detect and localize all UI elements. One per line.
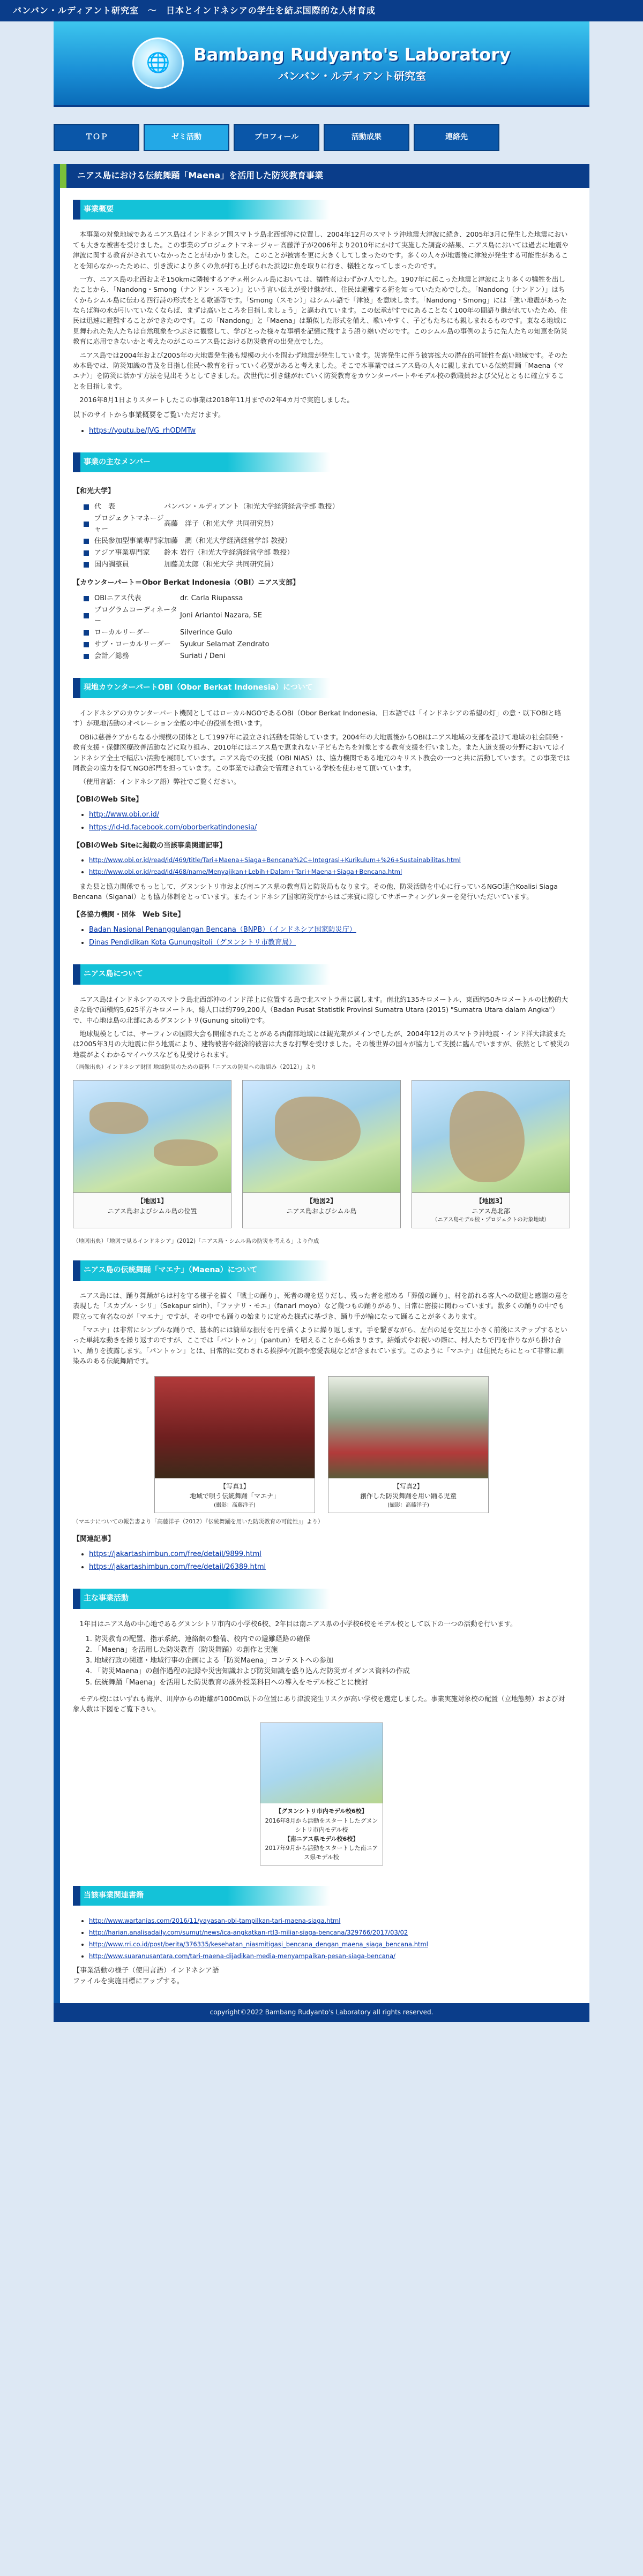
press-link[interactable]: http://www.rri.co.id/post/berita/376335/kesehatan_niasmitigasi_bencana_dengan_maena_siaga_bencana.html [89, 1940, 428, 1948]
figure-sub: 2017年9月から活動をスタートした南ニアス県モデル校 [265, 1844, 378, 1861]
photo-label: 地域で唄う伝統舞踊「マエナ」 [189, 1492, 280, 1500]
figure-caption [260, 1803, 383, 1864]
map-label: ニアス島およびシムル島の位置 [107, 1207, 197, 1215]
map-image [243, 1081, 400, 1193]
member-role: 国内調整員 [94, 561, 130, 569]
square-bullet-icon [84, 539, 89, 544]
section-heading-maena: ニアス島の伝統舞踊「マエナ」（Maena）について [73, 1260, 330, 1281]
member-name: Suriati / Deni [180, 652, 226, 661]
bnpb-link[interactable]: Badan Nasional Penanggulangan Bencana（BNPB）（インドネシア国家防災庁） [89, 925, 356, 934]
nav-contact[interactable]: 連絡先 [414, 124, 499, 151]
counterpart-paragraph: インドネシアのカウンターパート機関としてはローカルNGOであるOBI（Obor Berkat Indonesia、日本語では「インドネシアの希望の灯」の意・以下OBIと略す）が現地活動のオペレーション全般の中心的役割を担います。 [73, 709, 562, 728]
photo-figure [328, 1376, 489, 1514]
press-link[interactable]: http://www.suaranusantara.com/tari-maena-dijadikan-media-menyampaikan-pesan-siaga-bencana/ [89, 1952, 395, 1960]
photo-number: 【写真2】 [393, 1482, 423, 1490]
obi-article-link[interactable]: http://www.obi.or.id/read/id/468/name/Menyajikan+Lebih+Dalam+Tari+Maena+Siaga+Bencana.html [89, 868, 402, 876]
square-bullet-icon [84, 654, 89, 659]
map-image [73, 1081, 231, 1193]
section-heading-members: 事業の主なメンバー [73, 452, 330, 473]
member-name: Silverince Gulo [180, 629, 233, 637]
movie-intro: 以下のサイトから事業概要をご覧いただけます。 [73, 411, 226, 420]
press-note: 【事業活動の様子（使用言語）インドネシア語 [73, 1966, 219, 1975]
overview-paragraph: 2016年8月1日よりスタートしたこの事業は2018年11月までの2年4カ月で実施しました。 [79, 396, 354, 404]
counterpart-text [73, 708, 570, 787]
photo-image [155, 1377, 315, 1478]
section-heading-counterpart: 現地カウンターパートOBI（Obor Berkat Indonesia）について [73, 678, 330, 698]
section-heading-overview: 事業概要 [73, 200, 330, 220]
member-name: dr. Carla Riupassa [180, 594, 243, 602]
youtube-link[interactable]: https://youtu.be/JVG_rhODMTw [89, 426, 196, 435]
maena-paragraph: ニアス島には、踊り舞踊がらは村を守る様子を描く「戦士の踊り」、死者の魂を送りだし、残った者を慰める「葬儀の踊り」、村を訪れる客人への歓迎と感謝の意を表現した「スカプル・シリ」（Sekapur sirih）、「ファナリ・モエ」（fanari moyo）など幾つもの踊りがあり、日常に密接に関わっています。数多くの踊りの中でも際立って有名なのが「マエナ」ですが、その中でも踊りの始まりに定めた様式に基づき、踊り手が輪になって踊ることが多くあります。 [73, 1291, 569, 1320]
member-name: 鈴木 岩行（和光大学経済経営学部 教授） [164, 549, 294, 557]
map-caption [243, 1193, 400, 1219]
list-item [89, 867, 570, 877]
nias-paragraph: ニアス島はインドネシアのスマトラ島北西部沖のインド洋上に位置する島で北スマトラ州に属します。南北約135キロメートル、東西約50キロメートルの比較的大きな島で面積約5,625平方キロメートル、総人口は約799,200人（Badan Pusat Statistik Provinsi Sumatra Utara (2015) "Sumatra Utara dalam Angka"）で、中心地は島の北部にあるグヌンシトリ(Gunung sitoli)です。 [73, 995, 569, 1024]
press-link[interactable]: http://www.wartanias.com/2016/11/yayasan-obi-tampilkan-tari-maena-siaga.html [89, 1917, 341, 1925]
maena-paragraph: 「マエナ」は非常にシンプルな踊りで、基本的には簡単な振付を円を描くように繰り返します。手を繋ぎながら、左右の足を交互に小さく前後にステップするといった単純な動きを繰り返すのですが、ここでは「パントゥン」（pantun）を唱えることから始まります。結婚式やお祝いの際に、村人たちで円を作りながら掛け合い、踊りを披露します。「パントゥン」とは、日常的に交わされる挨拶や冗談や恋愛表現などが含まれています。このように「マエナ」は住民たちにとって非常に馴染みのある伝統舞踊です。 [73, 1326, 567, 1365]
counterpart-paragraph: （使用言語：インドネシア語）弊社でご覧ください。 [79, 777, 241, 786]
member-role: ローカルリーダー [94, 629, 150, 637]
nav-profile[interactable]: プロフィール [234, 124, 319, 151]
member-row [84, 628, 570, 638]
list-item [89, 1916, 570, 1926]
links-title: 【関連記事】 [73, 1535, 115, 1543]
figure-caption: （画像出典）インドネシア財団 地域防災のための資料「ニアスの防災への取組み（2012）」より [73, 1064, 317, 1071]
member-role: 住民参加型事業専門家 [94, 537, 165, 546]
list-item: 4. 「防災Maena」の創作過程の記録や災害知識および防災知識を盛り込んだ防災ガイダンス資料の作成 [94, 1666, 570, 1677]
members-group-title: 【和光大学】 [73, 487, 115, 496]
site-footer [54, 2003, 589, 2022]
press-links [89, 1916, 570, 1961]
list-item [89, 1562, 570, 1573]
figure-number: 【南ニアス県モデル校6校】 [284, 1835, 359, 1842]
photo-number: 【写真1】 [220, 1482, 250, 1490]
map-sublabel: （ニアス島モデル校・プロジェクトの対象地域） [432, 1217, 550, 1223]
square-bullet-icon [84, 642, 89, 647]
section-heading-activities: 主な事業活動 [73, 1589, 330, 1609]
obi-links [89, 810, 570, 833]
list-item [89, 822, 570, 833]
member-role: サブ・ローカルリーダー [94, 640, 171, 649]
photo-source: （マエナについての報告書より「高藤洋子（2012）『伝統舞踊を用いた防災教育の可能性』」より） [73, 1519, 324, 1525]
counterpart-paragraph: OBIは慈善ケアからなる小規模の団体として1997年に設立され活動を開始しています。2004年の大地震後からOBIはニアス地域の支部を設けて地域の社会開発・教育支援・保健医療改善活動などに取り組み、2010年にはニアス島で恵まれない子どもたちを対象とする教育支援を行いました。また人道支援の分野においてはインドネシア全土で幅広い活動を展開しています。ニアス島での支援（OBI NIAS）は、協力機関である地元のキリスト教会の一つと共に活動しています。この事業では同教会の協力を得てNGO部門を担っています。この事業では教会で管理されている学校を使わせて頂いています。 [73, 732, 570, 772]
member-row [84, 536, 570, 547]
figure-number: 【グヌンシトリ市内モデル校6校】 [275, 1808, 368, 1815]
nav-seminar[interactable]: ゼミ活動 [144, 124, 229, 151]
overview-text [73, 229, 570, 405]
map-figure [73, 1080, 231, 1228]
member-role: プログラムコーディネーター [94, 606, 177, 625]
photo-caption [328, 1478, 488, 1513]
page-title: ニアス島における伝統舞踊「Maena」を活用した防災教育事業 [60, 164, 589, 188]
list-item [89, 938, 570, 948]
square-bullet-icon [84, 504, 89, 510]
members-list-wako [84, 502, 570, 571]
overview-paragraph: 本事業の対象地域であるニアス島はインドネシア国スマトラ島北西部沖に位置し、2004年12月のスマトラ沖地震大津波に続き、2005年3月に発生した地震においても大きな被害を受けました。この事業のプロジェクトマネージャー高藤洋子が2006年より2010年にかけて実施した調査の結果、ニアス島においては過去に地震や津波に関する教育がされていなかったことがわかりました。このことが被害を更に大きくしてしまったのです。多くの人々が地震後に津波が発生する可能性があることを知らなかったために、引き波により多くの魚が打ち上げられた浜辺に魚を取りに行き、犠牲となってしまったのです。 [73, 230, 569, 270]
map-label: ニアス島北部 [472, 1207, 510, 1215]
overview-paragraph: ニアス島では2004年および2005年の大地震発生後も規模の大小を問わず地震が発生しています。災害発生に伴う被害拡大の潜在的可能性を高い地域です。そのため本島では、防災知識の普及を目指し住民へ教育を行っていく必要があると考えました。そこで本事業ではニアス島の人々に親しまれている伝統舞踊「Maena（マエナ）」を防災に活かす方法を見出そうとしてきました。次世代に引き継がれていく防災教育をカウンターパートやモデル校の教職員および父兄とともに確立することを目指します。 [73, 351, 568, 390]
square-bullet-icon [84, 613, 89, 618]
globe-icon: 🌐 [132, 37, 184, 89]
member-row [84, 513, 570, 535]
nav-results[interactable]: 活動成果 [324, 124, 409, 151]
photo-figure [154, 1376, 315, 1514]
map-number: 【地図2】 [306, 1197, 337, 1205]
nias-paragraph: 地球規模としては、サーフィンの国際大会も開催されたことがある西南部地域には観光業がメインでしたが、2004年12月のスマトラ沖地震・インド洋大津波または2005年3月の大地震に伴う地震により、建物被害や経済的被害は大きな打撃を受けました。その後世界の国々が協力して支援に臨んでいますが、依然として被災の地震がよくわかるマイハウスなども見受けられます。 [73, 1029, 570, 1059]
links-title: 【OBIのWeb Siteに掲載の当該事業関連記事】 [73, 842, 227, 850]
list-item [89, 426, 570, 436]
square-bullet-icon [84, 596, 89, 601]
banner-title-en: Bambang Rudyanto's Laboratory [193, 44, 511, 65]
main-content [54, 164, 589, 2003]
obi-site-link[interactable]: http://www.obi.or.id/ [89, 810, 160, 819]
photo-image [328, 1377, 488, 1478]
square-bullet-icon [84, 550, 89, 556]
square-bullet-icon [84, 562, 89, 568]
map-image [412, 1081, 570, 1193]
section-heading-press: 当該事業関連書籍 [73, 1886, 330, 1906]
photo-caption [155, 1478, 315, 1513]
member-row [84, 605, 570, 626]
figure-sub: 2016年8月から活動をスタートしたグヌンシトリ市内モデル校 [265, 1817, 378, 1833]
map-number: 【地図1】 [137, 1197, 168, 1205]
nias-text [73, 994, 570, 1060]
list-item [89, 856, 570, 865]
links-title: 【各協力機関・団体 Web Site】 [73, 910, 185, 919]
activities-outro: モデル校にはいずれも海岸、川岸からの距離が1000m以下の位置にあり津波発生リスクが高い学校を選定しました。事業実施対象校の配置（立地態勢）および対象人数は下図をご覧下さい。 [73, 1694, 565, 1713]
member-role: 代 表 [94, 502, 116, 511]
member-name: 加藤美太郎（和光大学 共同研究員） [164, 561, 278, 569]
member-role: OBIニアス代表 [94, 594, 141, 602]
model-school-figure [260, 1723, 383, 1865]
member-name: バンバン・ルディアント（和光大学経済経営学部 教授） [164, 502, 339, 511]
counterpart-extra [73, 881, 570, 902]
list-item [89, 1952, 570, 1961]
banner-title-jp: バンバン・ルディアント研究室 [278, 70, 427, 83]
header-banner [54, 21, 589, 107]
photo-label: 創作した防災舞踊を用い踊る児童 [360, 1492, 457, 1500]
dinas-link[interactable]: Dinas Pendidikan Kota Gunungsitoli（グヌンシトリ市教育局） [89, 938, 296, 947]
main-nav [54, 120, 589, 155]
article-link[interactable]: https://jakartashimbun.com/free/detail/9899.html [89, 1550, 261, 1558]
member-row [84, 548, 570, 558]
links-title: 【OBIのWeb Site】 [73, 795, 143, 804]
counterpart-paragraph: また县と協力関係でもっとして、グヌンシトリ市および南ニアス県の教育局と防災局もなります。その他、防災活動を中心に行っているNGO連合Koalisi Siaga Bencana（Siganai）とも協力体制をとっています。またインドネシア国家防災庁からはご来賓に際してサポーティングレターを発行いただいています。 [73, 882, 558, 901]
member-name: 高藤 洋子（和光大学 共同研究員） [164, 519, 278, 528]
partner-links [89, 925, 570, 948]
square-bullet-icon [84, 522, 89, 527]
member-row [84, 593, 570, 604]
maena-text [73, 1290, 570, 1366]
list-item: 3. 地域行政の関連・地域行事の企画による「防災Maena」コンテストへの参加 [94, 1656, 570, 1666]
list-item [89, 1940, 570, 1950]
activities-intro: 1年目はニアス島の中心地であるグヌンシトリ市内の小学校6校、2年目は南ニアス県の小学校6校をモデル校として以下の一つの活動を行います。 [79, 1619, 517, 1628]
copyright-text: copyright©2022 Bambang Rudyanto's Laboratory all rights reserved. [210, 2008, 433, 2016]
article-link[interactable]: https://jakartashimbun.com/free/detail/26389.html [89, 1562, 266, 1571]
list-item: 1. 防災教育の配置、指示系統、連絡網の整備、校内での避難経路の確保 [94, 1634, 570, 1645]
photo-credit: (撮影：高藤洋子) [214, 1502, 256, 1508]
list-item [89, 1928, 570, 1938]
map-row [73, 1080, 570, 1228]
photo-row [73, 1376, 570, 1514]
section-heading-nias: ニアス島について [73, 964, 330, 985]
map-label: ニアス島およびシムル島 [286, 1207, 357, 1215]
member-row [84, 651, 570, 662]
site-topbar [0, 0, 643, 21]
nav-top[interactable]: ＴＯＰ [54, 124, 139, 151]
list-item: 5. 伝統舞踊「Maena」を活用した防災教育の課外授業科目への導入をモデル校ごとに検討 [94, 1678, 570, 1688]
member-row [84, 502, 570, 512]
list-item: 2. 「Maena」を活用した防災教育（防災舞踊）の創作と実施 [94, 1645, 570, 1656]
member-name: 加藤 潤（和光大学経済経営学部 教授） [164, 537, 292, 546]
member-name: Joni Ariantoi Nazara, SE [180, 611, 263, 620]
site-title: バンバン・ルディアント研究室 ～ 日本とインドネシアの学生を結ぶ国際的な人材育成 [13, 5, 376, 16]
banner-title [193, 42, 511, 85]
square-bullet-icon [84, 630, 89, 636]
member-role: 会計／総務 [94, 652, 130, 661]
movie-links [89, 426, 570, 436]
obi-facebook-link[interactable]: https://id-id.facebook.com/oborberkatindonesia/ [89, 824, 257, 832]
members-list-obi [84, 593, 570, 662]
figure-caption: （地図出典）「地図で見るインドネシア」(2012)「ニアス島・シムル島の防災を考える」より作成 [73, 1237, 319, 1244]
press-link[interactable]: http://harian.analisadaily.com/sumut/news/ica-angkatkan-rtl3-miliar-siaga-bencana/329766/2017/03/02 [89, 1929, 408, 1937]
activities-text [73, 1619, 570, 1629]
activities-list [94, 1634, 570, 1688]
members-group-title: 【カウンターパート＝Obor Berkat Indonesia（OBI）ニアス支部】 [73, 579, 300, 587]
member-name: Syukur Selamat Zendrato [180, 640, 270, 649]
member-role: アジア事業専門家 [94, 549, 150, 557]
map-caption [73, 1193, 231, 1219]
list-item [89, 810, 570, 820]
obi-article-links [89, 856, 570, 877]
photo-credit: (撮影：高藤洋子) [387, 1502, 429, 1508]
model-school-map [260, 1723, 383, 1803]
member-row [84, 560, 570, 570]
list-item [89, 1549, 570, 1560]
overview-paragraph: 一方、ニアス島の北西およそ150kmに隣接するアチェ州シムル島においては、犠牲者はわずか7人でした。1907年に起こった地震と津波により多くの犠牲を出したことから、「Nandong・Smong（ナンドン・スモン）」という言い伝えが受け継がれ、住民は避難する術を知っていたためでした。「Nandong（ナンドン）」はちくからシムル島に伝わる四行詩の形式をとる歌謡等です。「Smong（スモン）」はシムル語で「津波」を意味します。「Nandong・Smong」には「強い地震があったならば海の水が引いていなくならば、まずは高いところを目指しましょう」と謳われています。この伝承がすでにあることなく100年の間語り継がれていたため、住民は迅速に避難することができたのです。この「Nandong」と「Maena」は類似した形式を備え、歌いやすく、子どもたちにも親しまれるものです。東なる地域に見舞われた先人たちは自然現象をつぶさに観察して、学びとった様々な事柄を記憶に残すよう語り継いだのです。このシムル島の事例のように先人たちの知恵を防災教育に応用できないかと考えたのがこのニアス島における防災教育の出発点でした。 [73, 275, 568, 346]
list-item [89, 925, 570, 935]
activities-outro-box [73, 1694, 570, 1714]
press-note: ファイルを実施目標にアップする。 [73, 1977, 184, 1985]
map-figure [242, 1080, 401, 1228]
map-caption [412, 1193, 570, 1228]
map-figure [412, 1080, 570, 1228]
map-number: 【地図3】 [475, 1197, 506, 1205]
article-links [89, 1549, 570, 1573]
obi-article-link[interactable]: http://www.obi.or.id/read/id/469/title/Tari+Maena+Siaga+Bencana%2C+Integrasi+Kurikulum+%26+Sustainabilitas.html [89, 856, 461, 864]
member-row [84, 639, 570, 650]
member-role: プロジェクトマネージャー [94, 514, 164, 533]
